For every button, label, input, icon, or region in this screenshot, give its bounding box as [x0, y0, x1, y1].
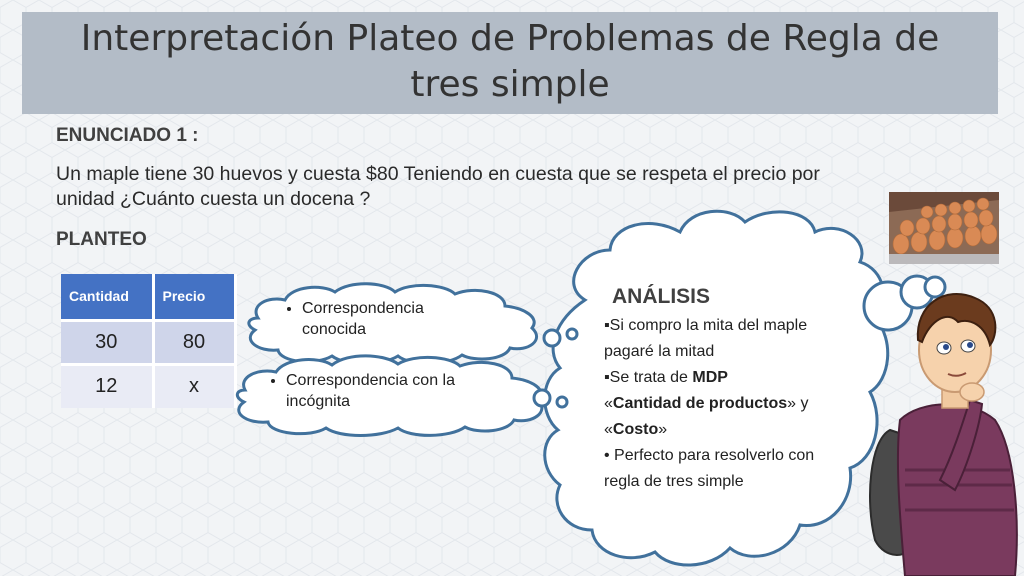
table-header-cantidad: Cantidad [61, 274, 153, 320]
analysis-mdp: MDP [692, 369, 728, 386]
table-cell: 80 [153, 320, 235, 364]
quote-close: » [658, 421, 668, 438]
table-cell: 12 [61, 364, 153, 408]
analysis-title: ANÁLISIS [612, 285, 711, 308]
thinking-student-illustration [860, 280, 1024, 576]
planteo-heading: PLANTEO [56, 229, 147, 250]
analysis-point-2-prefix: Se trata de [609, 369, 693, 386]
cloud-known-label: • Correspondencia conocida [302, 298, 492, 340]
analysis-point-2: ▪Se trata de MDP «Cantidad de productos» y «Costo» [604, 369, 809, 438]
analysis-body [604, 313, 819, 495]
analysis-term-costo: Costo [612, 421, 659, 438]
slide-title: Interpretación Plateo de Problemas de Regla de tres simple [22, 12, 998, 114]
quote-open: « [604, 395, 613, 412]
table-cell: x [153, 364, 235, 408]
problem-statement: Un maple tiene 30 huevos y cuesta $80 Teniendo en cuesta que se respeta el precio por unidad ¿Cuánto cuesta un docena ? [56, 163, 820, 210]
analysis-point-3: • Perfecto para resolverlo con regla de tres simple [604, 447, 815, 490]
table-cell: 30 [61, 320, 153, 364]
cloud-unknown-label: • Correspondencia con la incógnita [286, 370, 476, 412]
analysis-point-1-text: Si compro la mita del maple pagaré la mitad [604, 317, 808, 360]
table-header-precio: Precio [153, 274, 235, 320]
enunciado-heading: ENUNCIADO 1 : [56, 125, 199, 146]
analysis-term-cantidad: Cantidad de productos [612, 395, 788, 412]
analysis-point-3-text: Perfecto para resolverlo con regla de tres simple [604, 447, 815, 490]
cloud-known-text [282, 298, 492, 340]
egg-tray-image [889, 192, 999, 264]
analysis-point-1: ▪Si compro la mita del maple pagaré la mitad [604, 317, 808, 360]
cloud-unknown-text [266, 370, 476, 412]
analysis-mid: » y « [604, 395, 809, 438]
